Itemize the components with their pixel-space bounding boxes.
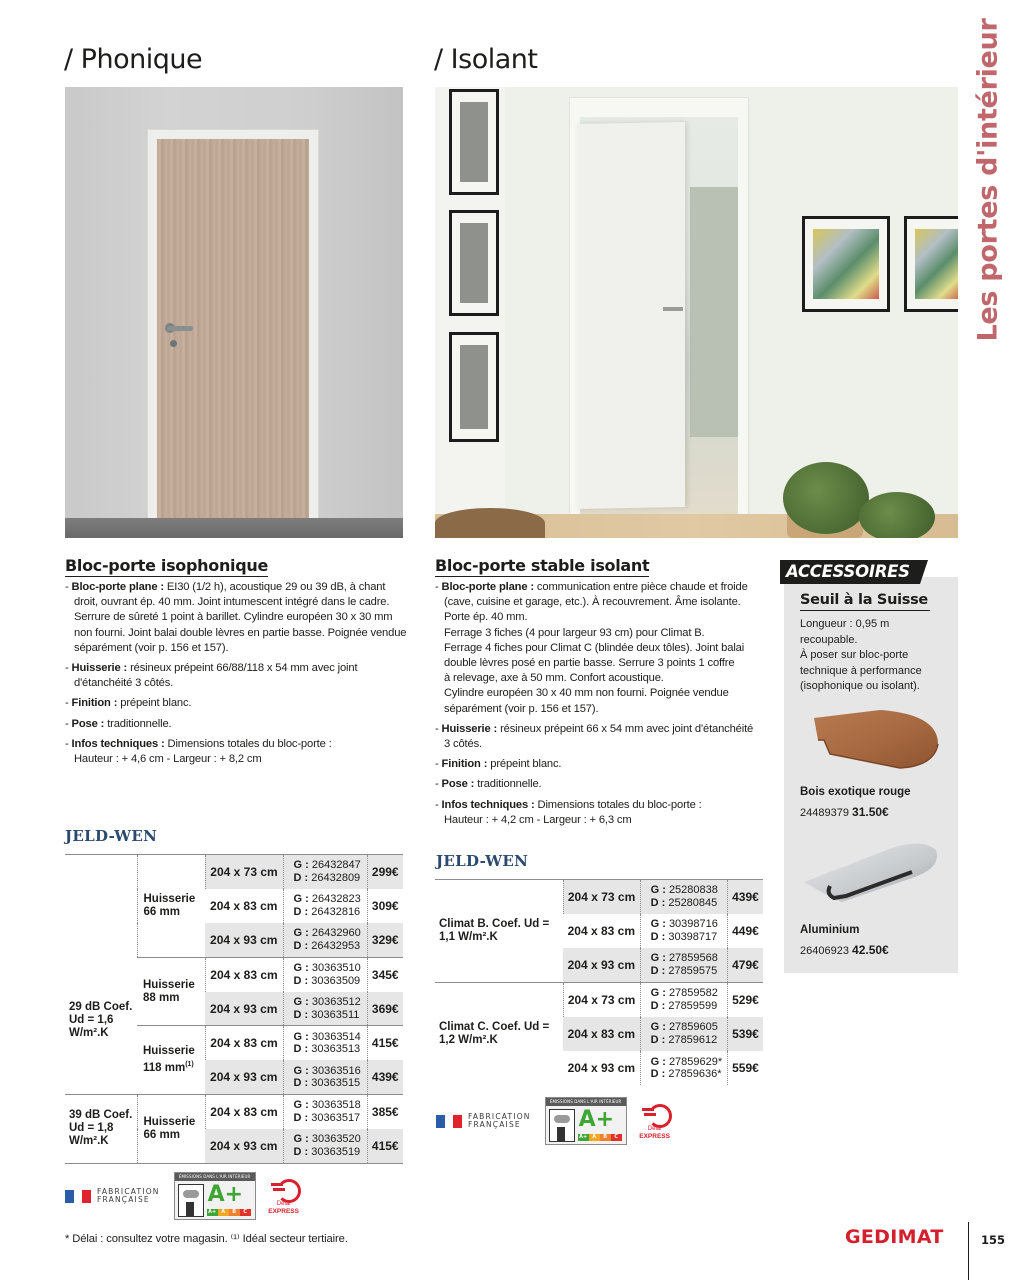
express-delivery-badge: Délai EXPRESS (637, 1102, 673, 1140)
house-icon (549, 1109, 575, 1142)
desc-line: À poser sur bloc-porte (800, 649, 909, 661)
photo-insulated-door (435, 87, 958, 538)
price-cell: 559€ (727, 1051, 763, 1085)
reference-cell (283, 1060, 367, 1094)
emission-scale-step: C (611, 1134, 622, 1141)
section-title-phonique: / Phonique (64, 44, 203, 75)
ref-g: G : 30363512 (293, 996, 361, 1009)
dimension-cell: 204 x 73 cm (205, 855, 283, 889)
ref-d: D : 30363519 (293, 1145, 361, 1158)
ref-d: D : 26432809 (293, 871, 361, 884)
white-door (577, 122, 685, 509)
emission-scale-step: B (229, 1209, 240, 1216)
indoor-emission-label-icon: ÉMISSIONS DANS L'AIR INTÉRIEUR A+ A+ A B C (545, 1097, 627, 1145)
accessory-price: 31.50€ (852, 805, 889, 819)
product-title-isolant: Bloc-porte stable isolant (435, 556, 650, 575)
stopwatch-icon (271, 1177, 297, 1201)
spec-text: non fourni. Joint balai double lèvres en partie basse. Poignée vendue (74, 626, 407, 639)
spec-text: séparément (voir p. 156 et 157). (74, 641, 229, 654)
spec-label: Finition : (71, 697, 118, 710)
spec-label: Bloc-porte plane : (71, 581, 164, 593)
reference-cell (283, 1095, 367, 1129)
ref-g: G : 26432847 (293, 859, 361, 872)
spec-item: - Bloc-porte plane : EI30 (1/2 h), acoustique 29 ou 39 dB, à chant droit, ouvrant ép. 40 mm. Joint intumescent intégré dans le cadre. Serrure de sûreté 1 point à barillet. Cylindre européen 30 x 30 mm non fourni. Joint balai double lèvres en partie basse. Poignée vendue séparément (voir p. 156 et 157). (65, 580, 410, 656)
spec-label: Pose : (441, 778, 475, 791)
made-in-france-label: FABRICATION FRANÇAISE (468, 1111, 531, 1129)
ref-d: D : 30398717 (650, 930, 718, 943)
reference-cell (283, 1026, 367, 1060)
emission-scale (578, 1134, 622, 1141)
ref-d: D : 25280845 (650, 896, 718, 909)
spec-text: Porte ép. 40 mm. (444, 611, 528, 624)
spec-text: traditionnelle. (477, 778, 542, 791)
certification-logos (65, 1172, 302, 1220)
door-handle (167, 326, 193, 331)
spec-text: Hauteur : + 4,6 cm - Largeur : + 8,2 cm (74, 753, 262, 766)
stopwatch-icon (642, 1102, 668, 1126)
price-cell: 449€ (727, 914, 763, 948)
indoor-emission-label-icon: ÉMISSIONS DANS L'AIR INTÉRIEUR A+ A+ A B C (174, 1172, 256, 1220)
huisserie-group: Huisserie 66 mm (137, 1095, 205, 1164)
price-cell: 299€ (367, 855, 403, 889)
reference-cell (283, 957, 367, 991)
spec-item: - Pose : traditionnelle. (435, 778, 542, 791)
door-lock (170, 340, 177, 347)
accessory-name: Bois exotique rouge (800, 786, 911, 798)
table-row (435, 982, 763, 1016)
ref-g: G : 30363518 (293, 1099, 361, 1112)
door-handle (663, 307, 683, 311)
spec-label: Huisserie : (71, 662, 128, 675)
photo-isophonic-door (65, 87, 403, 538)
spec-text: d'étanchéité 3 côtés. (74, 677, 174, 690)
dimension-cell: 204 x 93 cm (205, 923, 283, 957)
price-cell: 439€ (727, 880, 763, 914)
acoustic-group: 29 dB Coef. Ud = 1,6 W/m².K (65, 855, 137, 1095)
ref-d: D : 30363509 (293, 974, 361, 987)
reference-cell (640, 1017, 727, 1051)
footnote: * Délai : consultez votre magasin. ⁽¹⁾ Idéal secteur tertiaire. (65, 1233, 348, 1245)
footer-divider (968, 1222, 969, 1280)
dimension-cell: 204 x 83 cm (205, 957, 283, 991)
spec-text: prépeint blanc. (490, 758, 562, 771)
spec-label: Huisserie : (441, 722, 498, 735)
spec-item: - Finition : prépeint blanc. (435, 758, 562, 771)
ref-d: D : 27859575 (650, 964, 718, 977)
reference-cell (283, 992, 367, 1026)
spec-text: résineux prépeint 66/88/118 x 54 mm avec joint (130, 662, 358, 675)
spec-label: Pose : (71, 717, 105, 730)
spec-item: - Infos techniques : Dimensions totales du bloc-porte : Hauteur : + 4,6 cm - Largeur : + 8,2 cm (65, 737, 410, 767)
spec-text: Ferrage 3 fiches (4 pour largeur 93 cm) pour Climat B. (444, 626, 705, 639)
dimension-cell: 204 x 83 cm (210, 898, 278, 913)
price-cell: 385€ (367, 1095, 403, 1129)
page-number: 155 (981, 1233, 1006, 1247)
ref-d: D : 27859636* (650, 1068, 722, 1081)
climate-group: Climat B. Coef. Ud = 1,1 W/m².K (435, 880, 563, 983)
price-cell: 539€ (727, 1017, 763, 1051)
reference-cell (640, 880, 727, 914)
chapter-title (968, 18, 1008, 342)
dimension-cell: 204 x 83 cm (567, 923, 635, 938)
ref-g: G : 30398716 (650, 918, 718, 931)
product-title-phonique: Bloc-porte isophonique (65, 556, 269, 575)
art-frame-2 (904, 216, 958, 312)
ref-d: D : 30363517 (293, 1111, 361, 1124)
spec-text: Cylindre européen 30 x 40 mm non fourni. Poignée vendue (444, 687, 729, 700)
art-frame-1 (802, 216, 890, 312)
table-row (65, 855, 403, 889)
boxwood-plant-2 (859, 492, 935, 538)
dimension-cell: 204 x 83 cm (563, 1017, 640, 1051)
floor (65, 518, 403, 538)
accessory-ref-price (800, 805, 889, 819)
made-in-france-label: FABRICATION FRANÇAISE (97, 1186, 160, 1204)
gedimat-logo: GEDIMAT (845, 1226, 944, 1248)
ref-g: G : 27859568 (650, 952, 718, 965)
house-icon (178, 1184, 204, 1217)
wall-frame-2 (449, 210, 499, 316)
reference-cell (640, 982, 727, 1016)
spec-text: EI30 (1/2 h), acoustique 29 ou 39 dB, à chant (166, 581, 386, 593)
ref-g: G : 30363510 (293, 962, 361, 975)
spec-label: Infos techniques : (71, 737, 165, 750)
ref-g: G : 30363516 (293, 1064, 361, 1077)
spec-label: Finition : (441, 758, 488, 771)
price-table-phonique (65, 854, 403, 1164)
emission-grade: A+ (207, 1182, 244, 1207)
jeldwen-logo: JELD-WEN (65, 827, 158, 845)
spec-label: Infos techniques : (441, 798, 535, 811)
spec-text: Ferrage 4 fiches pour Climat C (blindée deux tôles). Joint balai (444, 641, 745, 654)
accessory-ref: 24489379 (800, 807, 849, 819)
aluminium-threshold-image (802, 838, 942, 904)
table-row (435, 880, 763, 914)
spec-list-phonique (65, 580, 410, 772)
emission-grade: A+ (578, 1107, 615, 1132)
price-cell: 529€ (727, 982, 763, 1016)
ref-g: G : 30363514 (293, 1030, 361, 1043)
reference-cell (640, 914, 727, 948)
wall-frame-1 (449, 89, 499, 195)
ref-g: G : 25280838 (650, 884, 718, 897)
ref-g: G : 26432823 (293, 893, 361, 906)
price-cell: 309€ (367, 889, 403, 923)
spec-text: 3 côtés. (444, 738, 482, 751)
dimension-cell: 204 x 83 cm (205, 1026, 283, 1060)
emission-scale-step: A (589, 1134, 600, 1141)
spec-text: double lèvres posé en partie basse. Serrure 3 points 1 coffre (444, 657, 735, 670)
accessory-ref: 26406923 (800, 945, 849, 957)
spec-text: Dimensions totales du bloc-porte : (167, 737, 332, 750)
ref-d: D : 27859612 (650, 1033, 718, 1046)
spec-list-isolant (435, 580, 775, 833)
huisserie-group: Huisserie 66 mm (137, 855, 205, 958)
spec-text: prépeint blanc. (120, 697, 192, 710)
ref-d: D : 30363513 (293, 1043, 361, 1056)
ref-d: D : 30363515 (293, 1077, 361, 1090)
spec-item: - Infos techniques : Dimensions totales du bloc-porte : Hauteur : + 4,2 cm - Largeur : + 6,3 cm (435, 798, 775, 828)
wall-frame-3 (449, 332, 499, 442)
price-cell: 415€ (367, 1026, 403, 1060)
spec-text: droit, ouvrant ép. 40 mm. Joint intumescent intégré dans le cadre. (74, 596, 390, 609)
acoustic-group: 39 dB Coef. Ud = 1,8 W/m².K (65, 1095, 137, 1164)
french-flag-icon (65, 1190, 91, 1203)
dimension-cell: 204 x 73 cm (563, 982, 640, 1016)
huisserie-group: Huisserie 118 $mm^{(1)}$ (137, 1026, 205, 1095)
express-delivery-badge: Délai EXPRESS (266, 1177, 302, 1215)
spec-item: - Huisserie : résineux prépeint 66/88/118 x 54 mm avec joint d'étanchéité 3 côtés. (65, 661, 410, 691)
emission-scale (207, 1209, 251, 1216)
desc-line: technique à performance (800, 664, 922, 677)
spec-text: à relevage, axe à 50 mm. Confort acoustique. (444, 672, 664, 685)
price-cell: 479€ (727, 948, 763, 982)
spec-text: séparément (voir p. 156 et 157). (444, 702, 599, 715)
spec-text: communication entre pièce chaude et froide (536, 581, 748, 593)
ref-d: D : 30363511 (293, 1008, 360, 1021)
price-table-isolant (435, 879, 763, 1085)
emission-scale-step: C (240, 1209, 251, 1216)
ref-g: G : 27859629* (650, 1055, 723, 1068)
reference-cell (283, 889, 367, 923)
desc-line: (isophonique ou isolant). (800, 680, 920, 692)
dimension-cell: 204 x 93 cm (567, 1061, 635, 1076)
boxwood-plant-1 (783, 462, 869, 534)
spec-text: Dimensions totales du bloc-porte : (537, 798, 702, 811)
reference-cell (640, 1051, 727, 1085)
dimension-cell: 204 x 93 cm (205, 1129, 283, 1163)
french-flag-icon (436, 1115, 462, 1128)
dimension-cell: 204 x 93 cm (205, 992, 283, 1026)
desc-line: recoupable. (800, 633, 858, 646)
reference-cell (283, 1129, 367, 1163)
spec-text: Hauteur : + 4,2 cm - Largeur : + 6,3 cm (444, 813, 632, 826)
spec-item: - Pose : traditionnelle. (65, 717, 172, 730)
certification-logos (436, 1097, 673, 1145)
accessory-price: 42.50€ (852, 943, 889, 957)
ref-g: G : 26432960 (293, 927, 361, 940)
emission-scale-step: B (600, 1134, 611, 1141)
spec-text: résineux prépeint 66 x 54 mm avec joint d'étanchéité (500, 722, 754, 735)
spec-item: - Bloc-porte plane : communication entre pièce chaude et froide (cave, cuisine et garage, etc.). À recouvrement. Âme isolante. Porte ép. 40 mm. Ferrage 3 fiches (4 pour largeur 93 cm) pour Climat B. Ferrage 4 fiches pour Climat C (blindée deux tôles). Joint balai double lèvres posé en partie basse. Serrure 3 points 1 coffre à relevage, axe à 50 mm. Confort acoustique. Cylindre européen 30 x 40 mm non fourni. Poignée vendue séparément (voir p. 156 et 157). (435, 580, 775, 717)
price-cell: 439€ (367, 1060, 403, 1094)
ref-d: D : 26432953 (293, 939, 361, 952)
accessory-description (800, 617, 950, 695)
chapter-title-text: Les portes d'intérieur (972, 18, 1004, 342)
reference-cell (640, 948, 727, 982)
spec-text: traditionnelle. (107, 717, 172, 730)
emission-scale-step: A+ (208, 1209, 217, 1215)
dimension-cell: 204 x 93 cm (563, 948, 640, 982)
desc-line: Longueur : 0,95 m (800, 618, 890, 630)
ref-g: G : 27859582 (650, 987, 718, 1000)
ref-d: D : 27859599 (650, 999, 718, 1012)
price-cell: 415€ (367, 1129, 403, 1163)
emission-scale-step: A (218, 1209, 229, 1216)
huisserie-group: Huisserie 88 mm (137, 957, 205, 1026)
climate-group: Climat C. Coef. Ud = 1,2 W/m².K (435, 982, 563, 1085)
spec-item: - Huisserie : résineux prépeint 66 x 54 mm avec joint d'étanchéité 3 côtés. (435, 722, 775, 752)
section-title-isolant: / Isolant (434, 44, 538, 75)
spec-item: - Finition : prépeint blanc. (65, 697, 192, 710)
spec-text: Serrure de sûreté 1 point à barillet. Cylindre européen 30 x 30 mm (74, 611, 393, 624)
ref-d: D : 26432816 (293, 905, 361, 918)
footnote-marker: (1) (185, 1061, 194, 1069)
spec-text: (cave, cuisine et garage, etc.). À recouvrement. Âme isolante. (444, 596, 741, 609)
accessory-name: Aluminium (800, 924, 860, 936)
accessory-ref-price (800, 943, 889, 957)
reference-cell (283, 923, 367, 957)
ref-g: G : 27859605 (650, 1021, 718, 1034)
wood-threshold-image (810, 710, 940, 770)
emission-scale-step: A+ (579, 1134, 588, 1140)
price-cell: 329€ (367, 923, 403, 957)
spec-label: Bloc-porte plane : (441, 581, 534, 593)
dimension-cell: 204 x 83 cm (205, 1095, 283, 1129)
ref-g: G : 30363520 (293, 1133, 361, 1146)
accessories-badge: ACCESSOIRES (780, 560, 920, 584)
reference-cell (283, 855, 367, 889)
price-cell: 369€ (367, 992, 403, 1026)
accessory-title: Seuil à la Suisse (800, 592, 930, 611)
dimension-cell: 204 x 73 cm (563, 880, 640, 914)
table-row (65, 1095, 403, 1129)
jeldwen-logo: JELD-WEN (436, 852, 529, 870)
price-cell: 345€ (367, 957, 403, 991)
basket (435, 508, 545, 538)
dimension-cell: 204 x 93 cm (205, 1060, 283, 1094)
